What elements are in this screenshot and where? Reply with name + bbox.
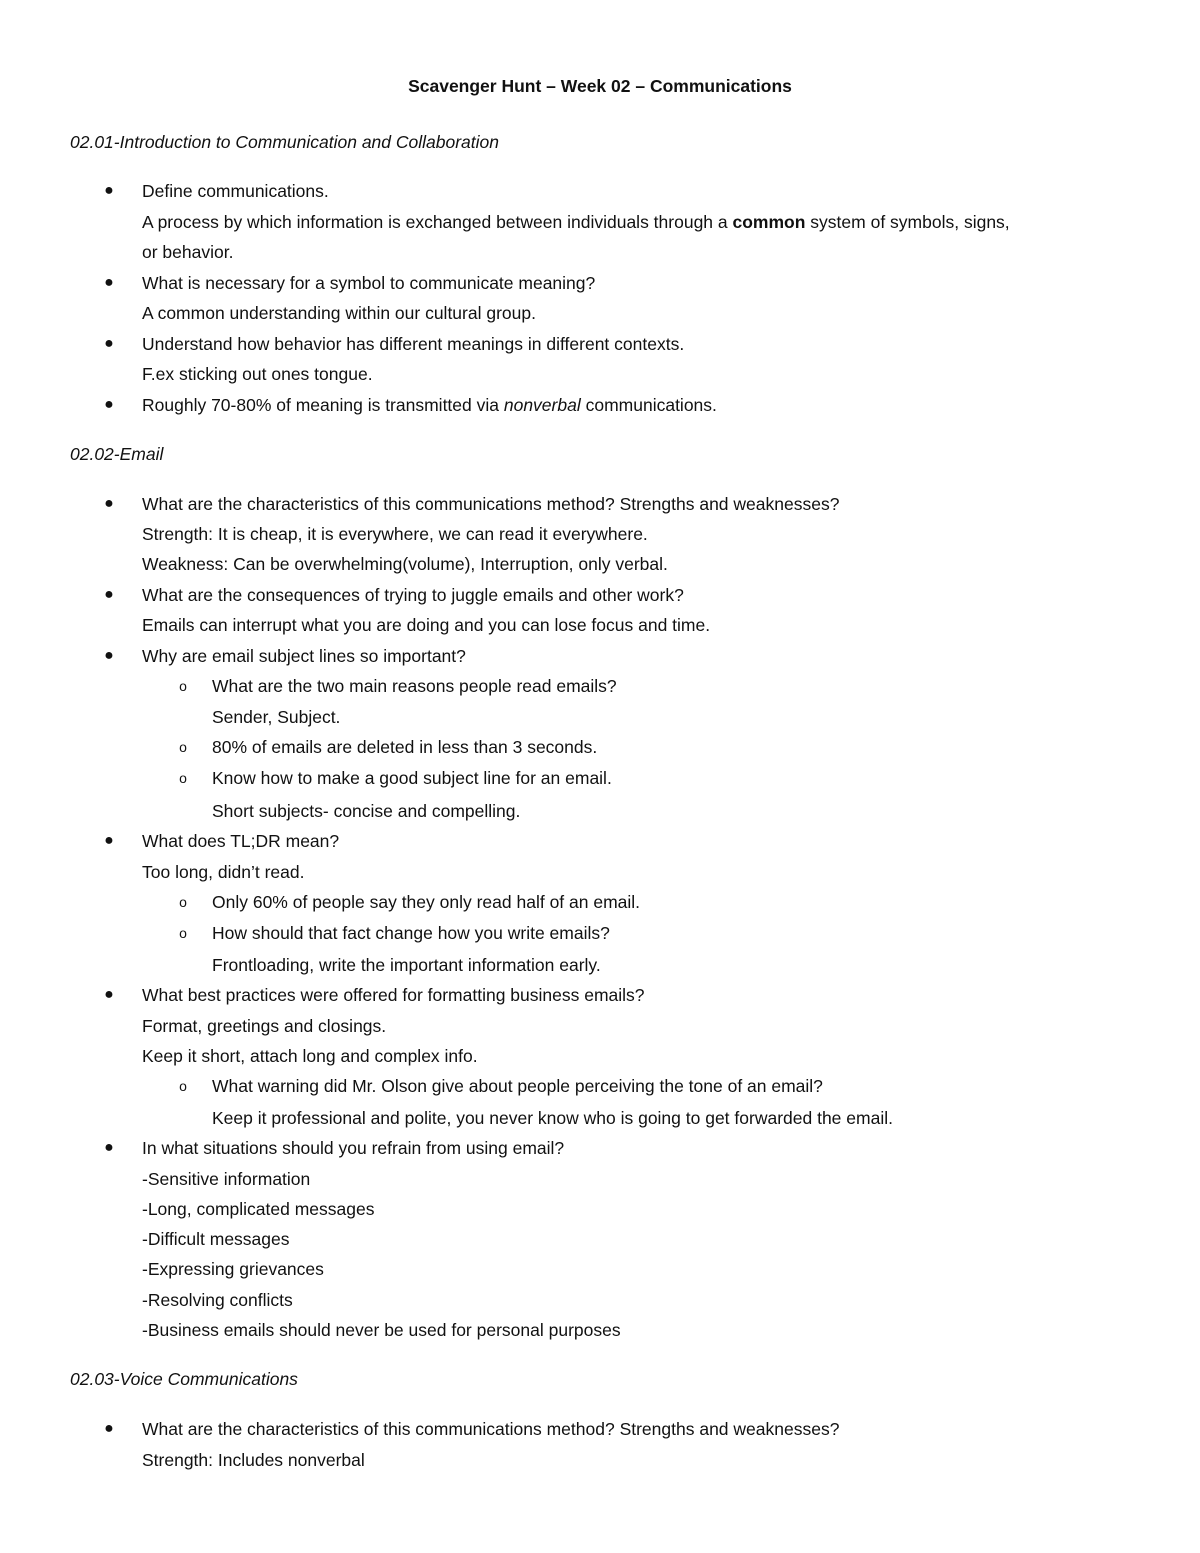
list-item: -Expressing grievances: [142, 1259, 324, 1279]
section-heading-02-01: 02.01-Introduction to Communication and Collaboration: [70, 132, 500, 152]
subquestion-tone-warning: What warning did Mr. Olson give about people perceiving the tone of an email?: [212, 1076, 823, 1096]
answer-symbol-meaning: A common understanding within our cultural group.: [142, 303, 536, 323]
answer-email-weakness: Weakness: Can be overwhelming(volume), Interruption, only verbal.: [142, 554, 668, 574]
sub-bullet-icon: o: [179, 894, 187, 910]
sub-bullet-icon: o: [179, 1078, 187, 1094]
answer-tldr: Too long, didn’t read.: [142, 862, 305, 882]
bullet-icon: ●: [104, 1420, 114, 1437]
sub-bullet-icon: o: [179, 739, 187, 755]
question-tldr: What does TL;DR mean?: [142, 831, 340, 851]
list-item: -Business emails should never be used for personal purposes: [142, 1320, 621, 1340]
bullet-icon: ●: [104, 647, 114, 664]
question-best-practices: What best practices were offered for formatting business emails?: [142, 985, 645, 1005]
subpoint-good-subject-line: Know how to make a good subject line for an email.: [212, 768, 612, 788]
sub-bullet-icon: o: [179, 770, 187, 786]
question-behavior-contexts: Understand how behavior has different meanings in different contexts.: [142, 334, 685, 354]
bullet-icon: ●: [104, 274, 114, 291]
answer-read-reasons: Sender, Subject.: [212, 707, 341, 727]
subpoint-emails-deleted: 80% of emails are deleted in less than 3 seconds.: [212, 737, 598, 757]
bullet-icon: ●: [104, 335, 114, 352]
statement-emphasis: nonverbal: [503, 395, 581, 415]
bullet-icon: ●: [104, 986, 114, 1003]
statement-text: communications.: [580, 395, 717, 415]
answer-juggle-emails: Emails can interrupt what you are doing and you can lose focus and time.: [142, 615, 711, 635]
answer-define-communications-cont: or behavior.: [142, 242, 234, 262]
question-refrain-email: In what situations should you refrain from using email?: [142, 1138, 565, 1158]
question-voice-characteristics: What are the characteristics of this communications method? Strengths and weaknesses?: [142, 1419, 840, 1439]
bullet-icon: ●: [104, 396, 114, 413]
bullet-icon: ●: [104, 1139, 114, 1156]
section-heading-02-03: 02.03-Voice Communications: [70, 1369, 298, 1389]
question-subject-lines: Why are email subject lines so important?: [142, 646, 466, 666]
answer-emphasis: common: [732, 212, 806, 232]
question-email-characteristics: What are the characteristics of this communications method? Strengths and weaknesses?: [142, 494, 840, 514]
answer-behavior-contexts: F.ex sticking out ones tongue.: [142, 364, 373, 384]
list-item: -Difficult messages: [142, 1229, 290, 1249]
bullet-icon: ●: [104, 832, 114, 849]
list-item: -Sensitive information: [142, 1169, 311, 1189]
answer-best-practices-2: Keep it short, attach long and complex info.: [142, 1046, 478, 1066]
question-define-communications: Define communications.: [142, 181, 329, 201]
question-juggle-emails: What are the consequences of trying to juggle emails and other work?: [142, 585, 684, 605]
subquestion-read-reasons: What are the two main reasons people read emails?: [212, 676, 617, 696]
answer-voice-strength: Strength: Includes nonverbal: [142, 1450, 365, 1470]
answer-text: A process by which information is exchanged between individuals through a: [142, 212, 733, 232]
list-item: -Resolving conflicts: [142, 1290, 293, 1310]
document-title: Scavenger Hunt – Week 02 – Communications: [408, 76, 792, 96]
question-symbol-meaning: What is necessary for a symbol to communicate meaning?: [142, 273, 596, 293]
section-heading-02-02: 02.02-Email: [70, 444, 164, 464]
statement-nonverbal-meaning: [142, 393, 717, 417]
answer-define-communications: [142, 210, 1010, 234]
answer-write-emails: Frontloading, write the important information early.: [212, 955, 601, 975]
answer-tone-warning: Keep it professional and polite, you never know who is going to get forwarded the email.: [212, 1108, 893, 1128]
answer-email-strength: Strength: It is cheap, it is everywhere, we can read it everywhere.: [142, 524, 648, 544]
answer-text: system of symbols, signs,: [805, 212, 1010, 232]
list-item: -Long, complicated messages: [142, 1199, 375, 1219]
answer-best-practices-1: Format, greetings and closings.: [142, 1016, 387, 1036]
bullet-icon: ●: [104, 182, 114, 199]
statement-text: Roughly 70-80% of meaning is transmitted via: [142, 395, 504, 415]
sub-bullet-icon: o: [179, 678, 187, 694]
sub-bullet-icon: o: [179, 925, 187, 941]
subquestion-write-emails: How should that fact change how you write emails?: [212, 923, 610, 943]
bullet-icon: ●: [104, 495, 114, 512]
subpoint-read-half: Only 60% of people say they only read half of an email.: [212, 892, 641, 912]
answer-good-subject-line: Short subjects- concise and compelling.: [212, 801, 521, 821]
bullet-icon: ●: [104, 586, 114, 603]
